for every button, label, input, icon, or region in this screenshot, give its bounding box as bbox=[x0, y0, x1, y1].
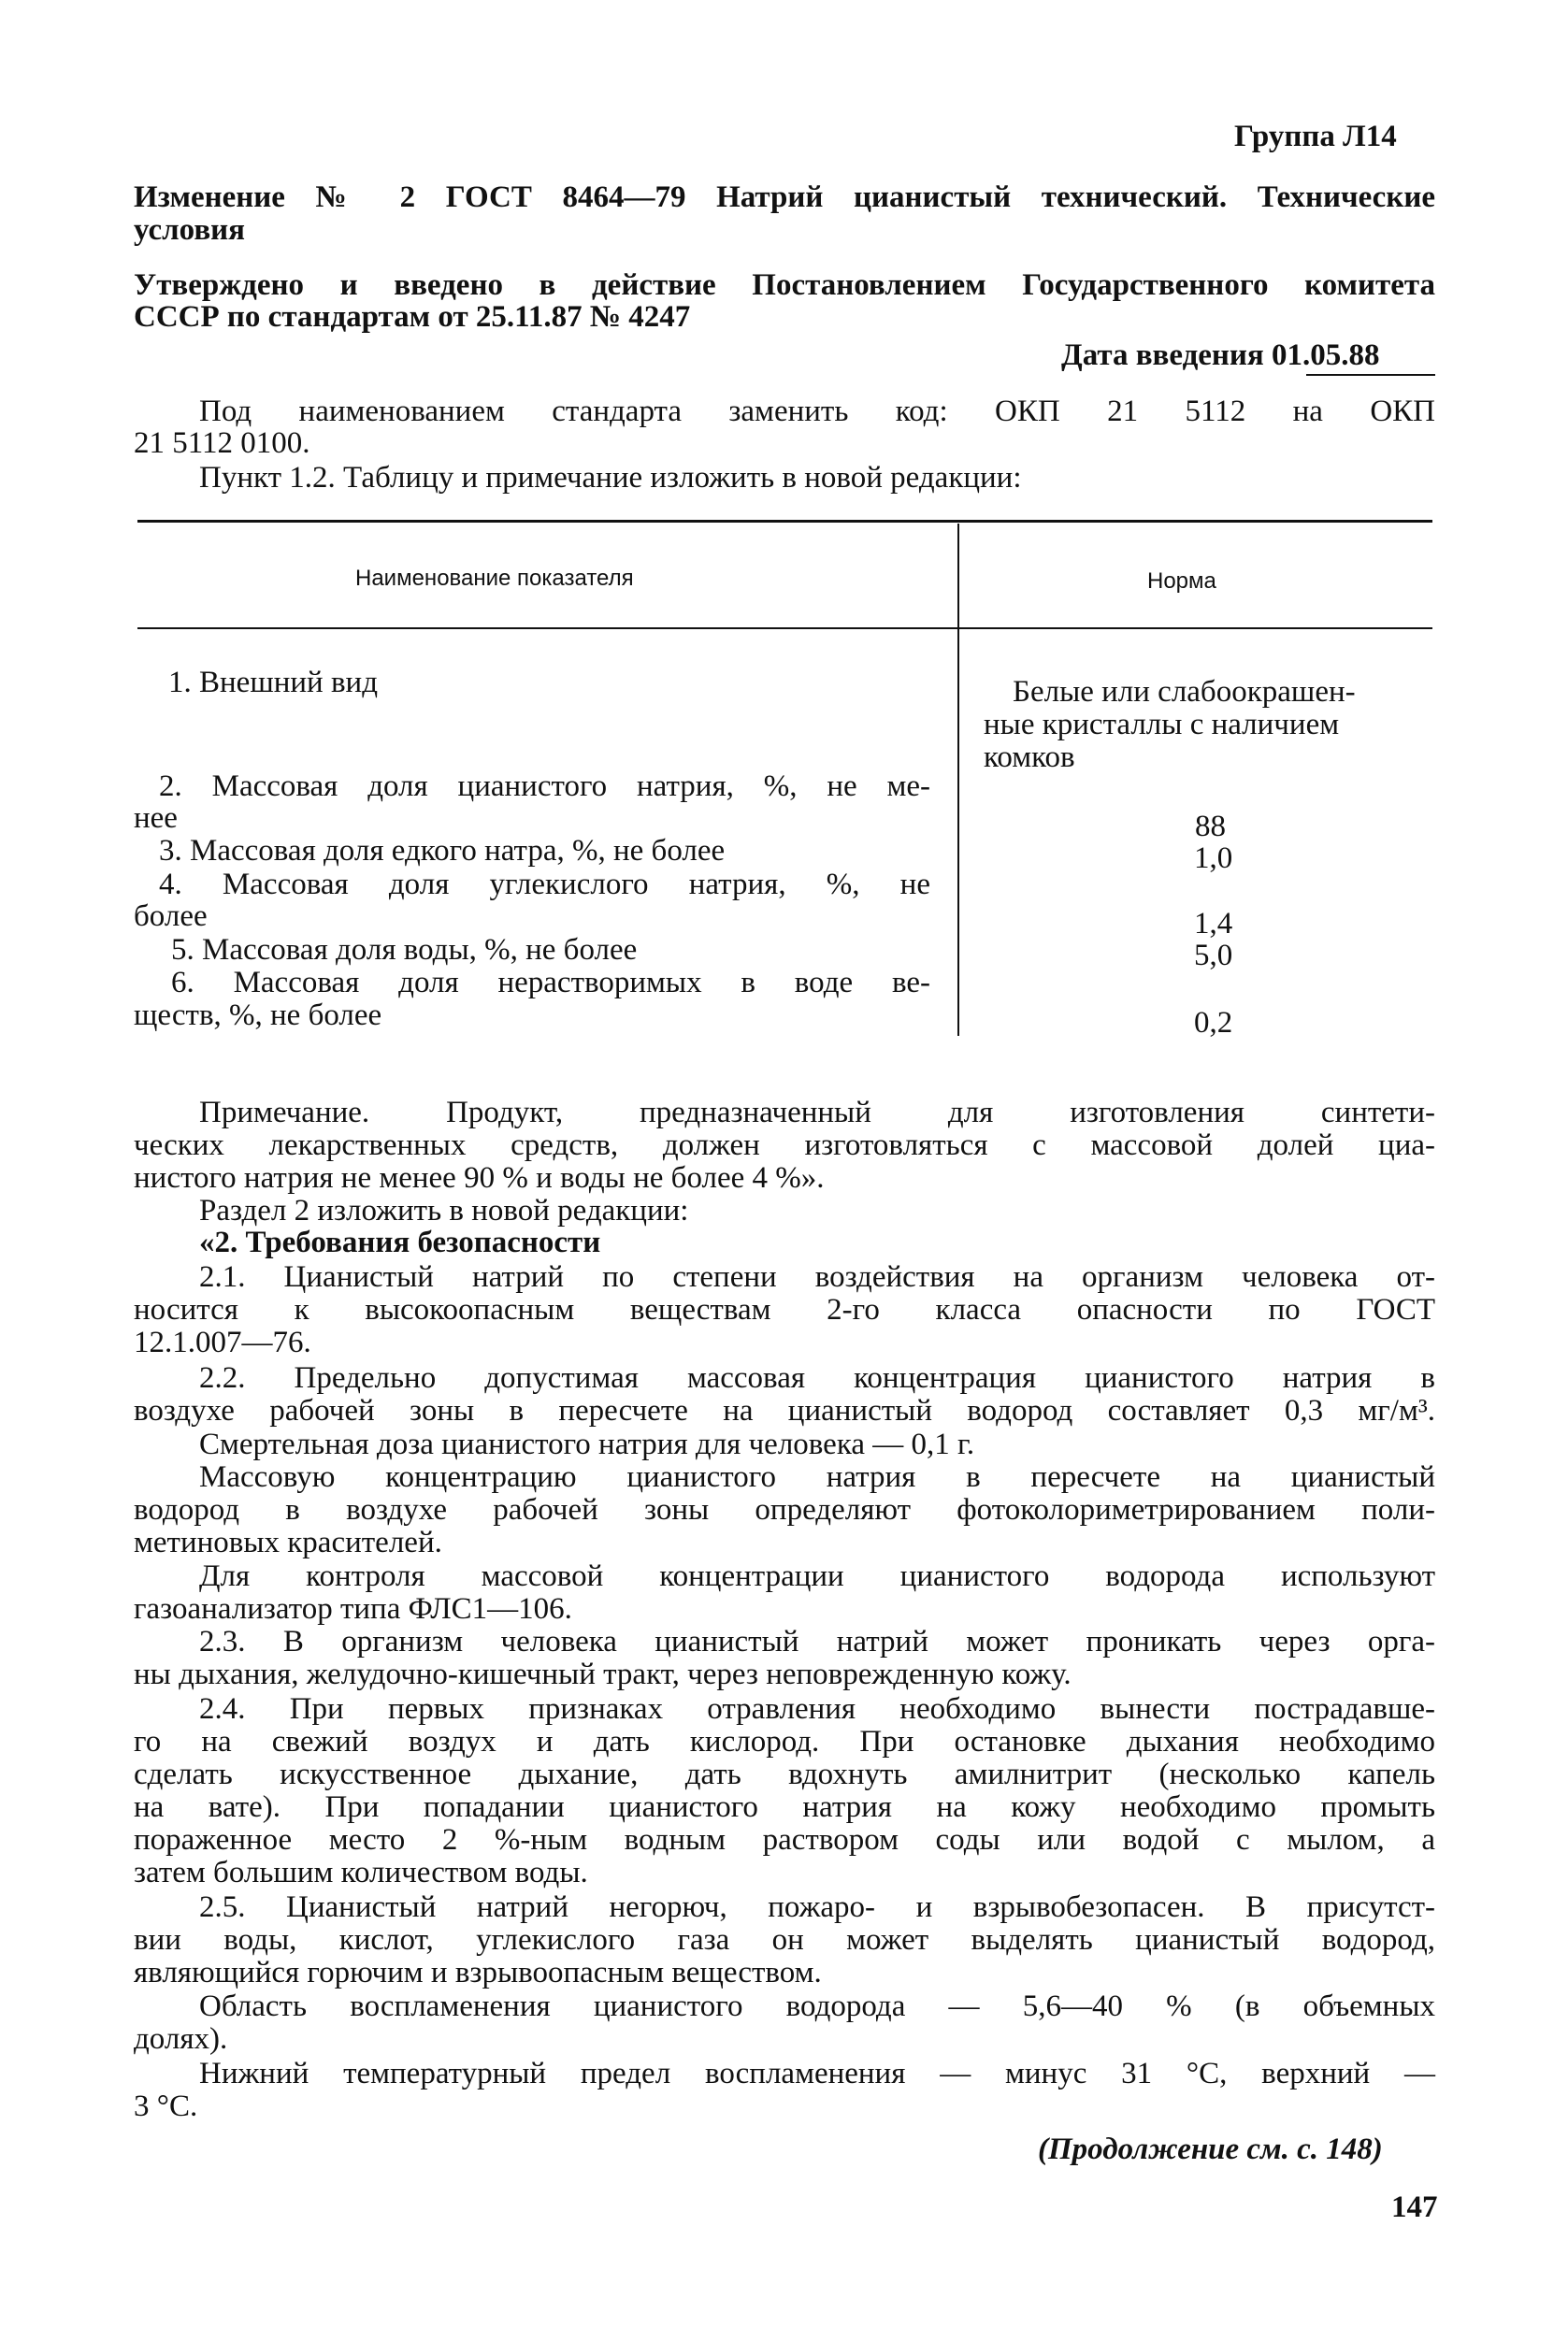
para-2-2-line6: метиновых красителей. bbox=[134, 1526, 442, 1559]
para-2-5-line4: Область воспламенения цианистого водорода — 5,6—40 % (в объемных bbox=[199, 1989, 1435, 2023]
intro-line2: 21 5112 0100. bbox=[134, 426, 310, 460]
table-header-indicator: Наименование показателя bbox=[355, 566, 634, 591]
table-row-2-norm: 88 bbox=[1195, 810, 1226, 843]
intro-line1: Под наименованием стандарта заменить код: ОКП 21 5112 на ОКП bbox=[199, 395, 1435, 428]
table-row-6-name-line1: 6. Массовая доля нерастворимых в воде ве- bbox=[171, 966, 930, 999]
table-row-1-norm-line3: комков bbox=[984, 740, 1075, 774]
table-header-rule bbox=[137, 627, 1432, 629]
table-row-5-name: 5. Массовая доля воды, %, не более bbox=[171, 933, 638, 967]
para-2-2-line7: Для контроля массовой концентрации цианистого водорода используют bbox=[199, 1559, 1435, 1593]
continuation-note: (Продолжение см. с. 148) bbox=[1038, 2133, 1383, 2166]
note-line2: ческих лекарственных средств, должен изготовляться с массовой долей циа- bbox=[134, 1128, 1435, 1162]
section2-title: «2. Требования безопасности bbox=[199, 1226, 601, 1259]
para-2-3-line2: ны дыхания, желудочно-кишечный тракт, через неповрежденную кожу. bbox=[134, 1658, 1072, 1691]
section2-intro: Раздел 2 изложить в новой редакции: bbox=[199, 1194, 689, 1228]
table-row-4-name-line2: более bbox=[134, 899, 208, 933]
para-2-4-line1: 2.4. При первых признаках отравления необходимо вынести пострадавше- bbox=[199, 1692, 1435, 1726]
para-2-4-line2: го на свежий воздух и дать кислород. При остановке дыхания необходимо bbox=[134, 1725, 1435, 1759]
para-2-1-line1: 2.1. Цианистый натрий по степени воздействия на организм человека от- bbox=[199, 1260, 1435, 1294]
table-column-divider bbox=[957, 524, 959, 1036]
para-2-4-line3: сделать искусственное дыхание, дать вдохнуть амилнитрит (несколько капель bbox=[134, 1758, 1435, 1791]
table-row-6-norm: 0,2 bbox=[1194, 1006, 1233, 1040]
table-row-1-name: 1. Внешний вид bbox=[168, 666, 378, 699]
para-2-2-line5: водород в воздухе рабочей зоны определяют фотоколориметрированием поли- bbox=[134, 1493, 1435, 1527]
para-2-2-line3: Смертельная доза цианистого натрия для человека — 0,1 г. bbox=[199, 1428, 975, 1461]
para-2-5-line6: Нижний температурный предел воспламенения — минус 31 °С, верхний — bbox=[199, 2057, 1435, 2090]
intro-date: Дата введения 01.05.88 bbox=[1061, 338, 1380, 372]
para-2-4-line6: затем большим количеством воды. bbox=[134, 1856, 588, 1889]
note-line1: Примечание. Продукт, предназначенный для изготовления синтети- bbox=[199, 1096, 1435, 1129]
para-2-3-line1: 2.3. В организм человека цианистый натрий может проникать через орга- bbox=[199, 1625, 1435, 1659]
change-title-line2: условия bbox=[134, 213, 246, 247]
para-2-4-line4: на вате). При попадании цианистого натрия на кожу необходимо промыть bbox=[134, 1790, 1435, 1824]
approved-line1: Утверждено и введено в действие Постановлением Государственного комитета bbox=[134, 268, 1435, 302]
para-2-2-line4: Массовую концентрацию цианистого натрия в пересчете на цианистый bbox=[199, 1460, 1435, 1494]
approved-line2: СССР по стандартам от 25.11.87 № 4247 bbox=[134, 300, 691, 334]
para-2-5-line5: долях). bbox=[134, 2022, 228, 2056]
table-row-6-name-line2: ществ, %, не более bbox=[134, 998, 382, 1032]
para-2-5-line1: 2.5. Цианистый натрий негорюч, пожаро- и взрывобезопасен. В присутст- bbox=[199, 1890, 1435, 1924]
para-2-2-line1: 2.2. Предельно допустимая массовая концентрация цианистого натрия в bbox=[199, 1361, 1435, 1395]
table-row-4-norm: 1,4 bbox=[1194, 907, 1233, 941]
table-row-5-norm: 5,0 bbox=[1194, 939, 1233, 972]
table-row-3-norm: 1,0 bbox=[1194, 841, 1233, 875]
table-header-norm: Норма bbox=[1147, 568, 1216, 594]
para-2-2-line8: газоанализатор типа ФЛС1—106. bbox=[134, 1592, 572, 1626]
para-2-5-line2: вии воды, кислот, углекислого газа он может выделять цианистый водород, bbox=[134, 1923, 1435, 1957]
table-row-2-name-line2: нее bbox=[134, 801, 178, 835]
table-row-1-norm-line2: ные кристаллы с наличием bbox=[984, 708, 1340, 741]
para-2-1-line2: носится к высокоопасным веществам 2-го класса опасности по ГОСТ bbox=[134, 1293, 1435, 1327]
page-number: 147 bbox=[1391, 2190, 1438, 2224]
para-2-2-line2: воздухе рабочей зоны в пересчете на цианистый водород составляет 0,3 мг/м³. bbox=[134, 1394, 1435, 1428]
table-row-2-name-line1: 2. Массовая доля цианистого натрия, %, не ме- bbox=[159, 769, 930, 803]
para-2-5-line3: являющийся горючим и взрывоопасным веществом. bbox=[134, 1956, 822, 1989]
date-underline bbox=[1306, 374, 1435, 376]
para-2-1-line3: 12.1.007—76. bbox=[134, 1326, 311, 1359]
table-row-1-norm-line1: Белые или слабоокрашен- bbox=[1013, 675, 1356, 709]
note-line3: нистого натрия не менее 90 % и воды не более 4 %». bbox=[134, 1161, 825, 1195]
change-title-line1: Изменение № 2 ГОСТ 8464—79 Натрий цианистый технический. Технические bbox=[134, 180, 1435, 214]
para-2-5-line7: 3 °С. bbox=[134, 2090, 198, 2123]
group-code: Группа Л14 bbox=[1234, 120, 1397, 153]
para-2-4-line5: пораженное место 2 %-ным водным раствором соды или водой с мылом, а bbox=[134, 1823, 1435, 1857]
table-top-rule bbox=[137, 520, 1432, 523]
table-row-4-name-line1: 4. Массовая доля углекислого натрия, %, не bbox=[159, 868, 930, 901]
intro-line3: Пункт 1.2. Таблицу и примечание изложить в новой редакции: bbox=[199, 461, 1022, 495]
table-row-3-name: 3. Массовая доля едкого натра, %, не более bbox=[159, 834, 726, 868]
